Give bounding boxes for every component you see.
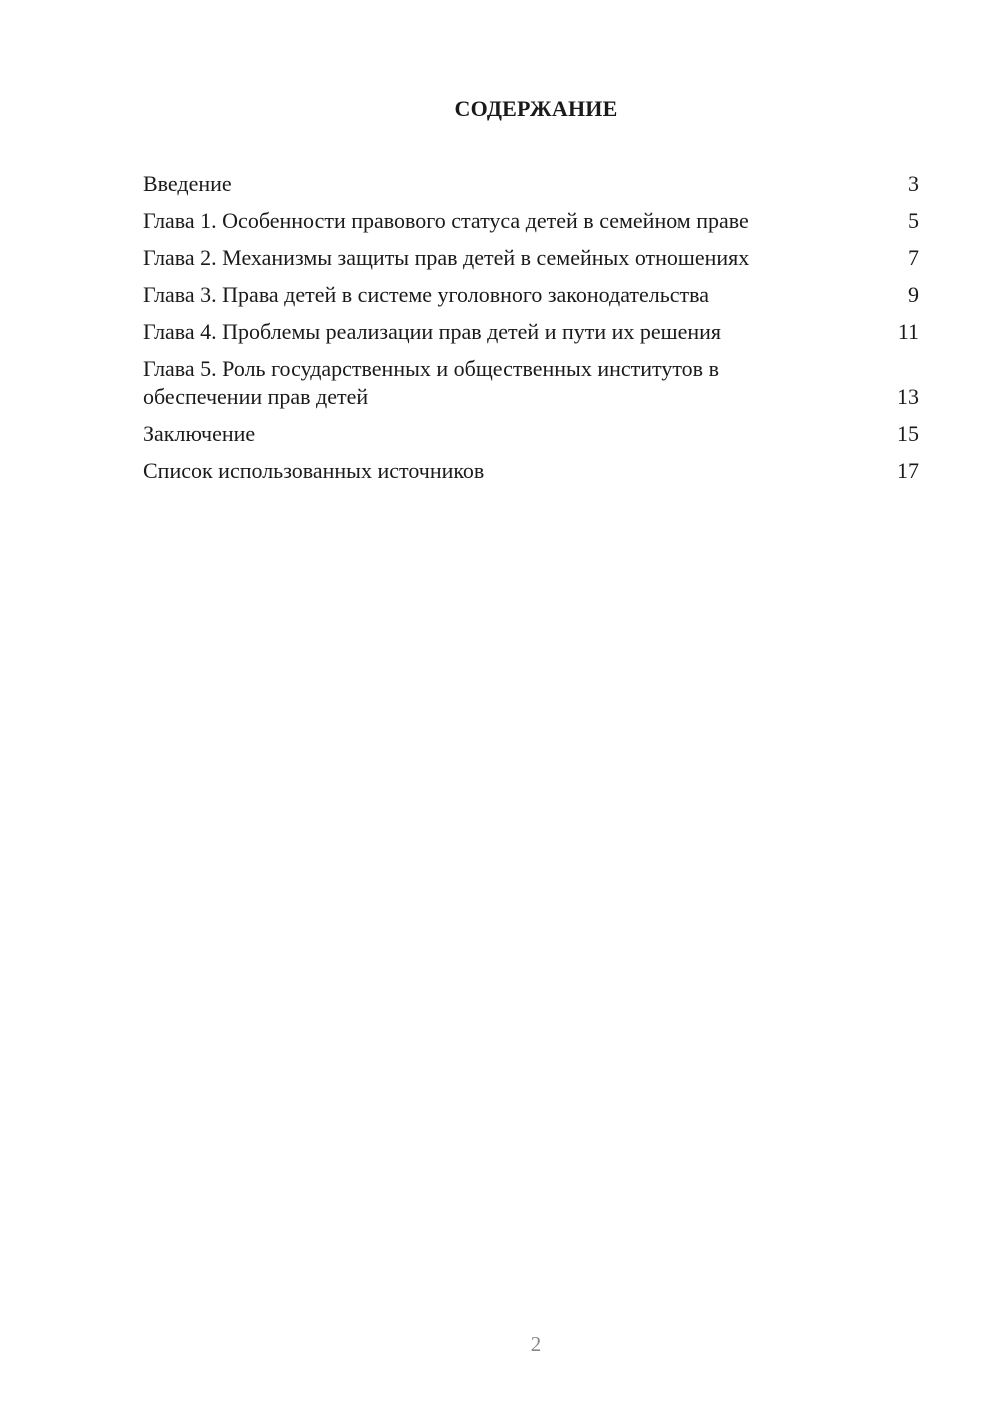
toc-entry-page: 9 (908, 282, 919, 307)
toc-entry-page: 7 (908, 245, 919, 270)
toc-entry-title: Глава 1. Особенности правового статуса детей в семейном праве (143, 208, 749, 233)
toc-entry-title: Глава 5. Роль государственных и общественных институтов в обеспечении прав детей (143, 356, 719, 409)
toc-entry-title: Введение (143, 171, 232, 196)
toc-entry-title: Глава 4. Проблемы реализации прав детей и пути их решения (143, 319, 722, 344)
toc-entry-introduction (143, 170, 919, 198)
toc-entry-page: 15 (897, 421, 919, 446)
toc-entry-title: Глава 2. Механизмы защиты прав детей в семейных отношениях (143, 245, 750, 270)
toc-entry-chapter-4 (143, 318, 919, 346)
toc-entry-conclusion (143, 420, 919, 448)
toc-entry-chapter-2 (143, 244, 919, 272)
page-title: СОДЕРЖАНИЕ (454, 96, 618, 121)
toc-entry-references (143, 457, 919, 485)
toc-entry-page: 3 (908, 171, 919, 196)
toc-entry-chapter-1 (143, 207, 919, 235)
toc-entry-chapter-5 (143, 355, 919, 411)
toc-entry-title: Заключение (143, 421, 256, 446)
toc-entry-page: 5 (908, 208, 919, 233)
table-of-contents (143, 170, 919, 494)
toc-entry-chapter-3 (143, 281, 919, 309)
toc-entry-title: Список использованных источников (143, 458, 485, 483)
toc-entry-title: Глава 3. Права детей в системе уголовного законодательства (143, 282, 710, 307)
toc-entry-page: 17 (897, 458, 919, 483)
toc-entry-page: 11 (897, 319, 919, 344)
toc-entry-page: 13 (897, 384, 919, 409)
page-number: 2 (530, 1332, 542, 1356)
